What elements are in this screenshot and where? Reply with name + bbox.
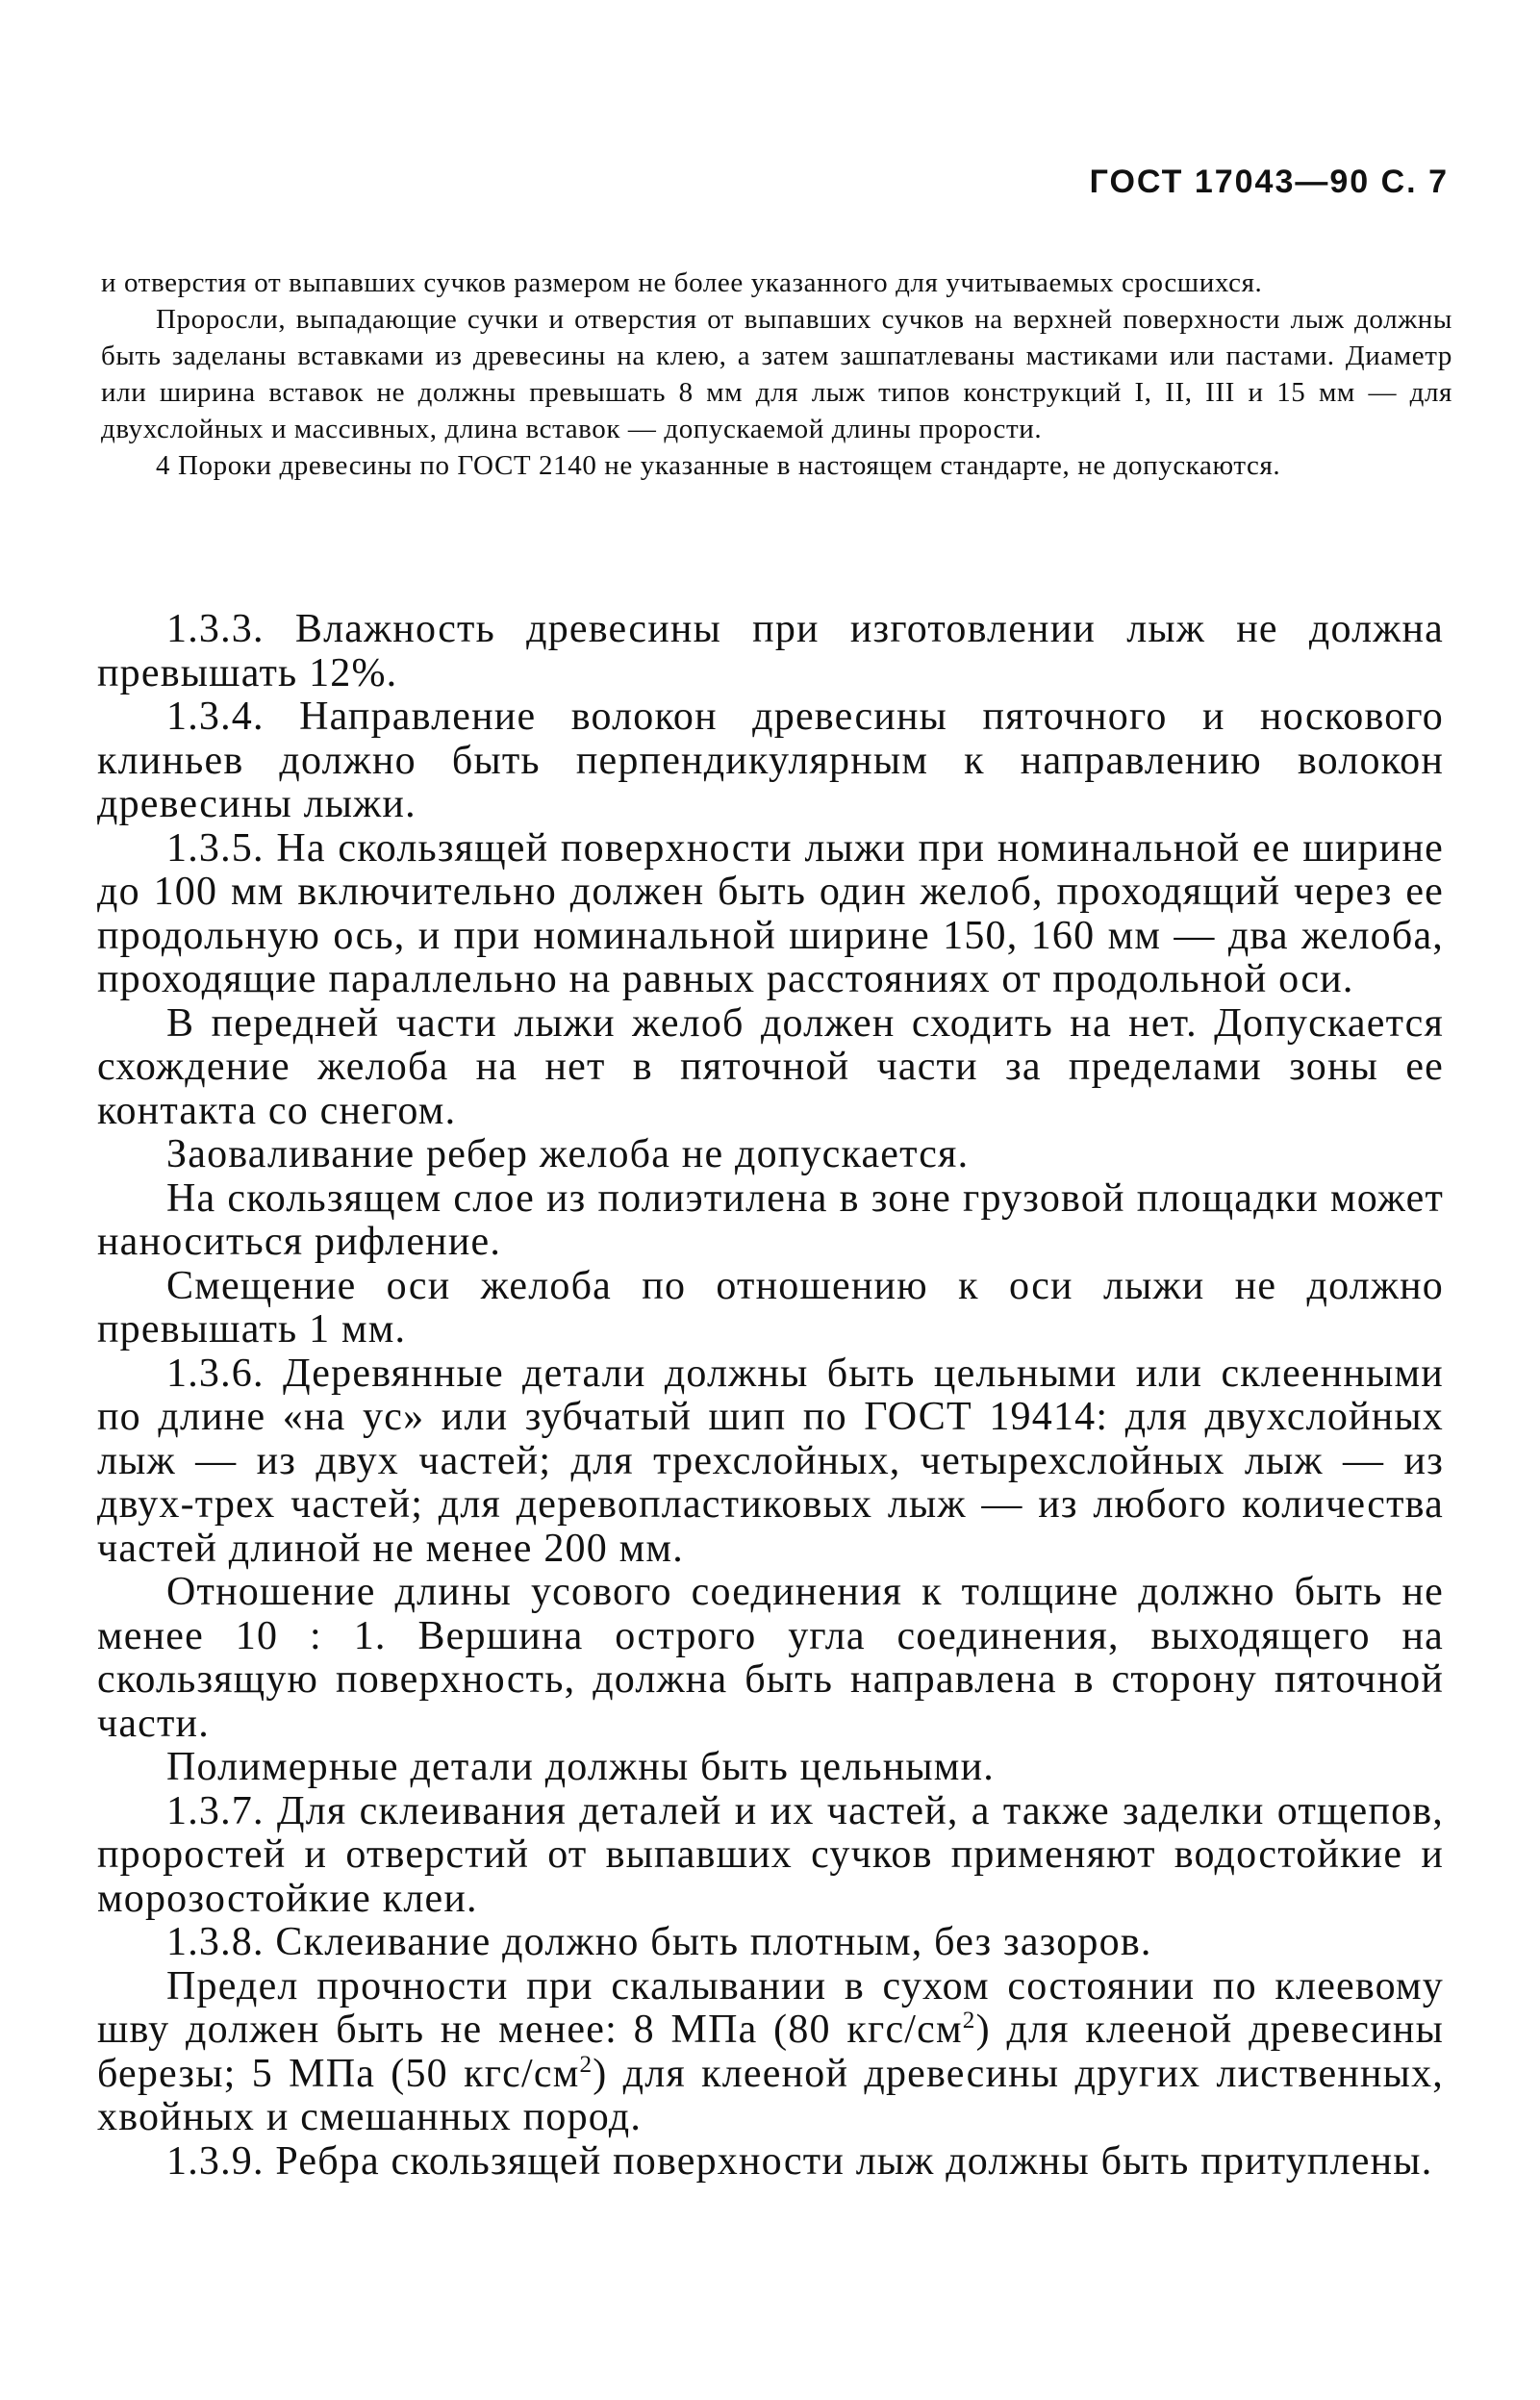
clause-1-3-7: 1.3.7. Для склеивания деталей и их частей, а также заделки отщепов, проростей и отверстий от выпавших сучков применяют водостойкие и морозостойкие клеи. — [97, 1788, 1444, 1921]
clause-1-3-9: 1.3.9. Ребра скользящей поверхности лыж должны быть притуплены. — [166, 2138, 1433, 2184]
clause-1-3-5: 1.3.5. На скользящей поверхности лыжи при номинальной ее ширине до 100 мм включительно должен быть один желоб, проходящий через ее продольную ось, и при номинальной ширине 150, 160 мм — два желоба, проходящие параллельно на равных расстояниях от продольной оси. — [97, 825, 1444, 1001]
body-paragraph: Отношение длины усового соединения к толщине должно быть не менее 10 : 1. Вершина острого угла соединения, выходящего на скользящую поверхность, должна быть направлена в сторону пяточной части. — [97, 1570, 1444, 1746]
body-paragraph: Смещение оси желоба по отношению к оси лыжи не должно превышать 1 мм. — [97, 1263, 1444, 1352]
note-paragraph: Проросли, выпадающие сучки и отверстия от выпавших сучков на верхней поверхности лыж должны быть заделаны вставками из древесины на клею, а затем зашпатлеваны мастиками или пастами. Диаметр или ширина вставок не должны превышать 8 мм для лыж типов конструкций I, II, III и 15 мм — для двухслойных и массивных, длина вставок — допускаемой длины прорости. — [101, 304, 1452, 444]
note-paragraph: 4 Пороки древесины по ГОСТ 2140 не указанные в настоящем стандарте, не допускаются. — [156, 450, 1281, 481]
note-continuation: и отверстия от выпавших сучков размером не более указанного для учитываемых сросшихся. — [101, 267, 1263, 298]
strength-text: ) для клееной древесины других лиственных, хвойных и смешанных пород. — [97, 2051, 1444, 2139]
strength-paragraph — [97, 1965, 1444, 2140]
clause-1-3-6: 1.3.6. Деревянные детали должны быть цельными или склеенными по длине «на ус» или зубчатый шип по ГОСТ 19414: для двухслойных лыж — из двух частей; для трехслойных, четырехслойных лыж — из двух-трех частей; для деревопластиковых лыж — из любого количества частей длиной не менее 200 мм. — [97, 1351, 1444, 1571]
notes-block — [101, 265, 1452, 484]
strength-text: Предел прочности при скалывании в сухом состоянии по клеевому шву должен быть не менее: 8 МПа (80 кгс/см — [97, 1963, 1444, 2052]
page-header: ГОСТ 17043—90 С. 7 — [1089, 164, 1449, 200]
clause-1-3-8: 1.3.8. Склеивание должно быть плотным, без зазоров. — [166, 1920, 1152, 1964]
strength-text: ) для клееной древесины березы; 5 МПа (50 кгс/см — [97, 2008, 1444, 2096]
superscript: 2 — [579, 2051, 593, 2078]
body-paragraph: Заоваливание ребер желоба не допускается. — [166, 1132, 970, 1176]
body-paragraph: Полимерные детали должны быть цельными. — [166, 1745, 995, 1789]
main-text — [97, 608, 1444, 2184]
body-paragraph: На скользящем слое из полиэтилена в зоне грузовой площадки может наноситься рифление. — [97, 1175, 1444, 1264]
clause-1-3-4: 1.3.4. Направление волокон древесины пяточного и носкового клиньев должно быть перпендикулярным к направлению волокон древесины лыжи. — [97, 695, 1444, 826]
body-paragraph: В передней части лыжи желоб должен сходить на нет. Допускается схождение желоба на нет в пяточной части за пределами зоны ее контакта со снегом. — [97, 1000, 1444, 1133]
clause-1-3-3: 1.3.3. Влажность древесины при изготовлении лыж не должна превышать 12%. — [97, 607, 1444, 695]
superscript: 2 — [962, 2008, 976, 2034]
